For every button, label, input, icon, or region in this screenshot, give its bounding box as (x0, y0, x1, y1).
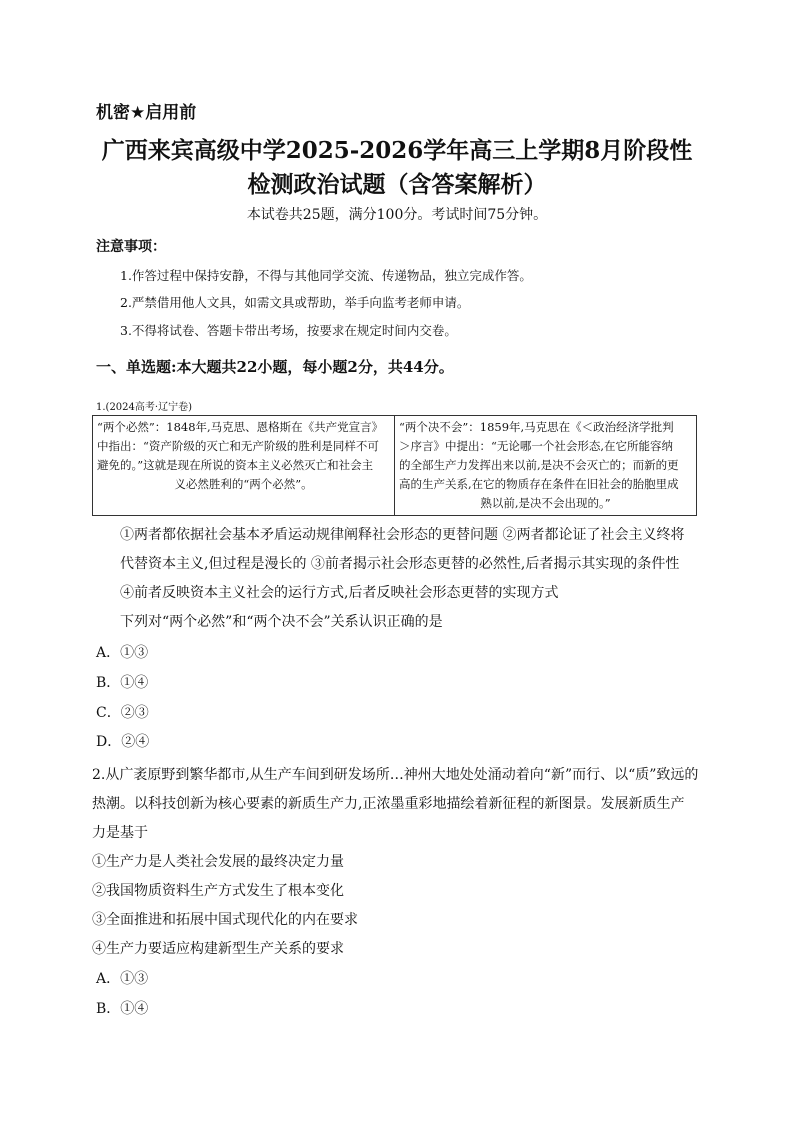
exam-info: 本试卷共25题，满分100分。考试时间75分钟。 (246, 207, 548, 223)
cell-line: “两个决不会”：1859年,马克思在《＜政治经济学批判 (399, 420, 674, 434)
question-stem: 下列对“两个必然”和“两个决不会”关系认识正确的是 (120, 614, 443, 630)
statement-line: 代替资本主义,但过程是漫长的 ③前者揭示社会形态更替的必然性,后者揭示其实现的条件性 (120, 556, 680, 572)
cell-line: 避免的。”这就是现在所说的资本主义必然灭亡和社会主 (97, 458, 374, 472)
q2-statement: ③全面推进和拓展中国式现代化的内在要求 (92, 912, 358, 928)
option-b[interactable]: B．①④ (96, 675, 149, 691)
option-d[interactable]: D．②④ (96, 734, 150, 750)
confidential-label: 机密★启用前 (96, 103, 197, 123)
cell-line: ＞序言》中提出：“无论哪一个社会形态,在它所能容纳 (399, 439, 674, 453)
cell-line: 义必然胜利的“两个必然”。 (174, 477, 313, 491)
option-b[interactable]: B．①④ (96, 1001, 149, 1017)
cell-line: 高的生产关系,在它的物质存在条件在旧社会的胎胞里成 (399, 477, 679, 491)
question-source: 1.(2024高考·辽宁卷) (96, 402, 192, 413)
table-cell-two-inevitabilities (93, 416, 395, 516)
q2-statement: ②我国物质资料生产方式发生了根本变化 (92, 883, 344, 899)
option-a[interactable]: A．①③ (96, 645, 149, 661)
option-c[interactable]: C．②③ (96, 705, 149, 721)
q2-statement: ④生产力要适应构建新型生产关系的要求 (92, 941, 344, 957)
notice-item: 2.严禁借用他人文具，如需文具或帮助，举手向监考老师申请。 (120, 295, 470, 310)
q2-stem-line: 热潮。以科技创新为核心要素的新质生产力,正浓墨重彩地描绘着新征程的新图景。发展新质生产 (92, 796, 685, 812)
comparison-table (92, 415, 697, 516)
cell-line: 中指出：“资产阶级的灭亡和无产阶级的胜利是同样不可 (97, 439, 379, 453)
exam-title-line1: 广西来宾高级中学2025-2026学年高三上学期8月阶段性 (101, 137, 693, 164)
statement-line: ④前者反映资本主义社会的运行方式,后者反映社会形态更替的实现方式 (120, 585, 559, 601)
notice-item: 3.不得将试卷、答题卡带出考场，按要求在规定时间内交卷。 (120, 323, 457, 338)
statement-line: ①两者都依据社会基本矛盾运动规律阐释社会形态的更替问题 ②两者都论证了社会主义终将 (120, 527, 685, 543)
q2-stem-line: 力是基于 (92, 825, 148, 841)
notice-heading: 注意事项： (96, 239, 166, 255)
notice-item: 1.作答过程中保持安静，不得与其他同学交流、传递物品，独立完成作答。 (120, 268, 532, 283)
option-a[interactable]: A．①③ (96, 971, 149, 987)
exam-title-line2: 检测政治试题（含答案解析） (247, 171, 547, 198)
q2-statement: ①生产力是人类社会发展的最终决定力量 (92, 854, 344, 870)
section-heading: 一、单选题:本大题共22小题，每小题2分，共44分。 (96, 358, 454, 376)
table-cell-two-nevers (395, 416, 697, 516)
cell-line: “两个必然”：1848年,马克思、恩格斯在《共产党宣言》 (97, 420, 384, 434)
cell-line: 熟以前,是决不会出现的。” (480, 496, 611, 510)
q2-stem-line: 2.从广袤原野到繁华都市,从生产车间到研发场所…神州大地处处涌动着向“新”而行、以“质”致远的 (92, 767, 699, 783)
cell-line: 的全部生产力发挥出来以前,是决不会灭亡的；而新的更 (399, 458, 679, 472)
